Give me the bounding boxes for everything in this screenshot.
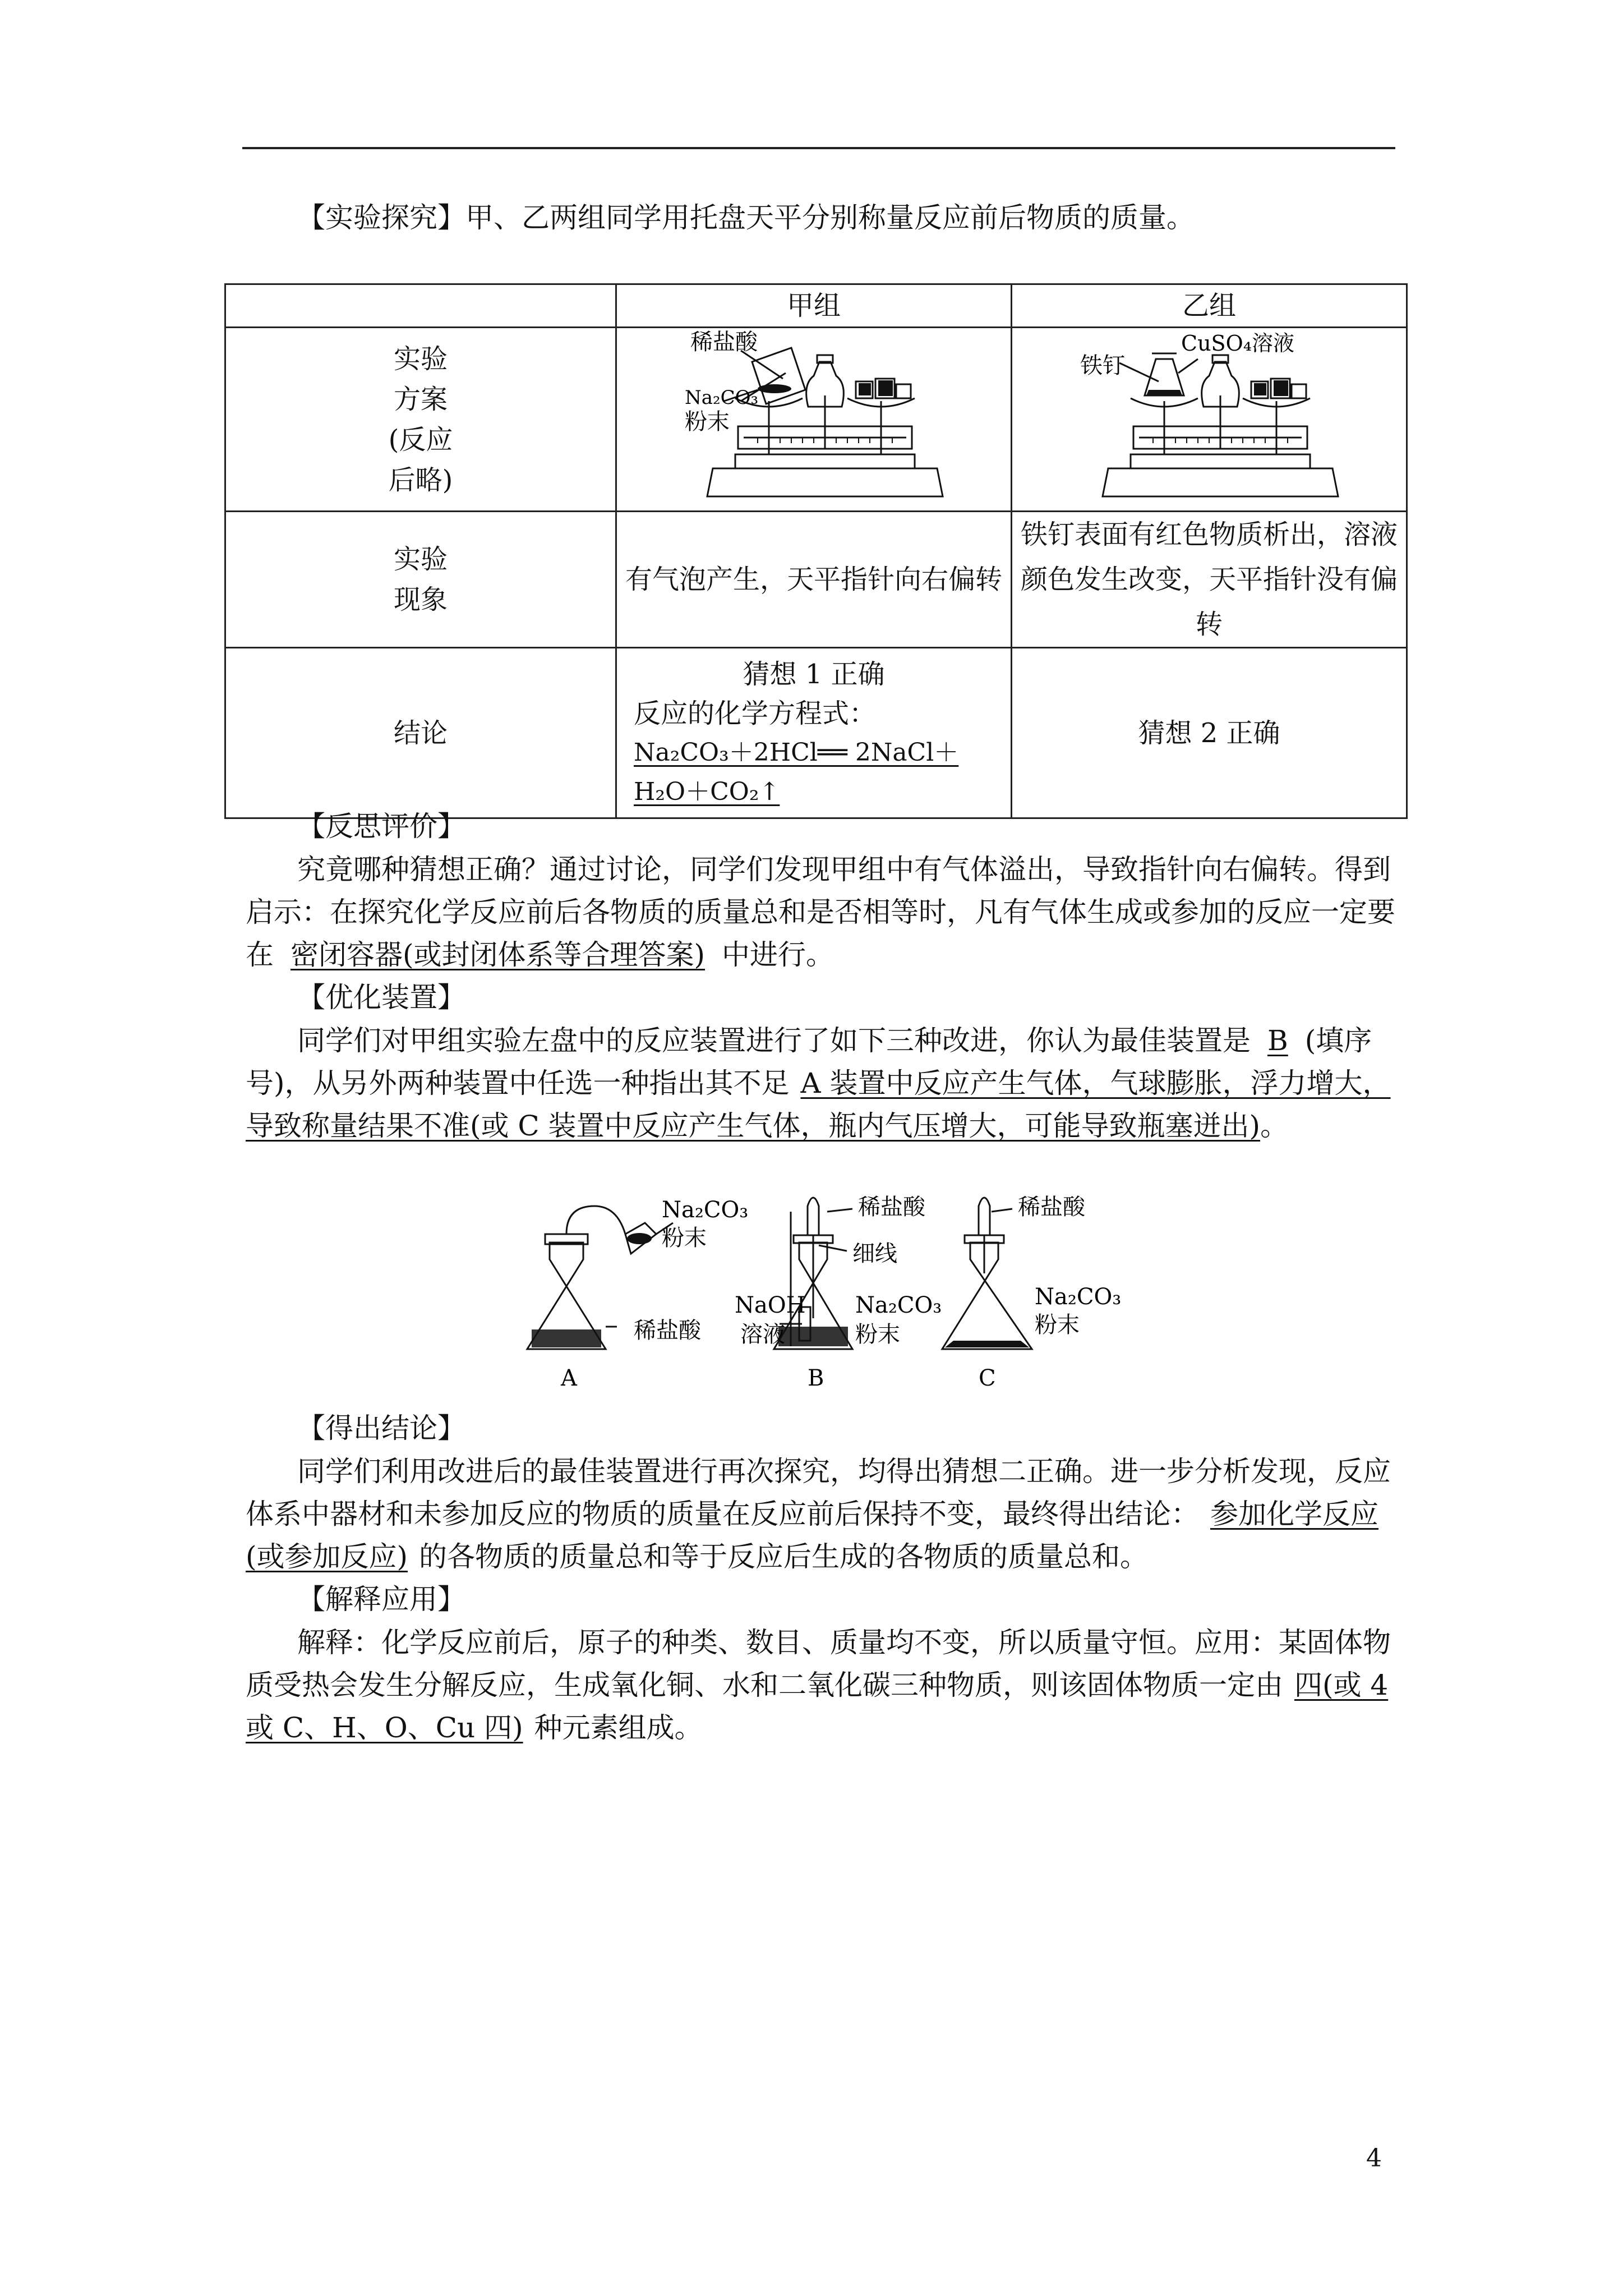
device-a-acid: 稀盐酸 [634,1318,701,1343]
balance-yi-image [1018,328,1400,499]
label-line: 现象 [394,584,448,615]
row-plan-label [225,328,616,512]
header-empty [225,284,616,328]
label-line: 方案 [394,383,448,415]
chemical-equation: Na₂CO₃＋2HCl══ 2NaCl＋H₂O＋CO₂↑ [634,738,959,806]
row-conclusion-label: 结论 [225,648,616,818]
reflect-answer: 密闭容器(或封闭体系等合理答案) [291,938,706,971]
device-c-label: C [979,1365,996,1391]
device-c-powder: Na₂CO₃ [1035,1284,1122,1310]
optimize-text-2: (填序号)，从另外两种装置中任选一种指出其不足 [246,1024,1372,1099]
conclusion-paragraph [246,1450,1395,1578]
jia-acid-label: 稀盐酸 [690,329,758,355]
balance-jia-image [623,328,1004,499]
header-rule [242,147,1395,149]
device-c-acid: 稀盐酸 [1018,1194,1085,1220]
device-diagrams [505,1189,1234,1397]
jia-conclusion-line2 [623,694,1005,733]
yi-phenomenon: 铁钉表面有红色物质析出，溶液颜色发生改变，天平指针没有偏转 [1012,512,1407,648]
conclusion-heading: 【得出结论】 [297,1412,465,1444]
jia-balance-figure [616,328,1012,512]
label-line: 后略) [388,464,453,496]
row-phenomenon-label [225,512,616,648]
optimize-paragraph [246,1019,1395,1147]
header-yi: 乙组 [1012,284,1407,328]
apply-text-end: 种元素组成。 [534,1711,703,1744]
device-b-naoh2: 溶液 [740,1322,785,1347]
device-b-acid: 稀盐酸 [858,1194,925,1220]
reflect-heading: 【反思评价】 [297,810,465,843]
reflect-text-end: 中进行。 [722,938,834,971]
device-c-powder2: 粉末 [1035,1312,1080,1338]
conclusion-answer: 参加化学反应(或参加反应) [246,1498,1378,1573]
apply-heading: 【解释应用】 [297,1583,465,1616]
experiment-table [224,283,1408,819]
apply-answer: 四(或 4 或 C、H、O、Cu 四) [246,1669,1389,1744]
page-number: 4 [1366,2144,1382,2173]
jia-conclusion-line1: 猜想 1 正确 [743,658,885,690]
reflect-text: 究竟哪种猜想正确？通过讨论，同学们发现甲组中有气体溢出，导致指针向右偏转。得到启示：在探究化学反应前后各物质的质量总和是否相等时，凡有气体生成或参加的反应一定要在 [246,853,1395,971]
conclusion-text: 同学们利用改进后的最佳装置进行再次探究，均得出猜想二正确。进一步分析发现，反应体系中器材和未参加反应的物质的质量在反应前后保持不变，最终得出结论： [246,1455,1391,1530]
yi-solution-label: CuSO₄溶液 [1181,331,1294,356]
device-b-string: 细线 [852,1241,897,1267]
device-a-powder2: 粉末 [662,1225,707,1251]
device-a-label: A [561,1365,577,1391]
optimize-answer-flaw: A 装置中反应产生气体，气球膨胀，浮力增大，导致称量结果不准(或 C 装置中反应产生气体，瓶内气压增大，可能导致瓶塞迸出) [246,1067,1391,1142]
equation-prompt: 反应的化学方程式： [634,697,877,729]
device-b-label: B [808,1365,824,1391]
jia-powder-label2: 粉末 [685,409,730,435]
apply-text: 解释：化学反应前后，原子的种类、数目、质量均不变，所以质量守恒。应用：某固体物质受热会发生分解反应，生成氧化铜、水和二氧化碳三种物质，则该固体物质一定由 [246,1626,1391,1701]
device-b-naoh: NaOH [735,1292,806,1318]
optimize-answer-best: B [1267,1024,1288,1057]
label-line: 实验 [394,343,448,375]
conclusion-text-end: 的各物质的质量总和等于反应后生成的各物质的质量总和。 [419,1540,1149,1573]
optimize-text: 同学们对甲组实验左盘中的反应装置进行了如下三种改进，你认为最佳装置是 [297,1024,1251,1057]
yi-conclusion: 猜想 2 正确 [1012,648,1407,818]
jia-phenomenon: 有气泡产生，天平指针向右偏转 [616,512,1012,648]
device-b-powder2: 粉末 [855,1322,900,1347]
device-a-powder: Na₂CO₃ [662,1197,749,1223]
optimize-text-end: 。 [1260,1110,1289,1142]
device-b-powder: Na₂CO₃ [855,1292,942,1318]
yi-balance-figure [1012,328,1407,512]
label-line: 实验 [394,544,448,575]
header-jia: 甲组 [616,284,1012,328]
jia-conclusion [616,648,1012,818]
apply-paragraph [246,1621,1395,1749]
optimize-heading: 【优化装置】 [297,981,465,1014]
jia-powder-label: Na₂CO₃ [685,386,759,409]
label-line: (反应 [388,424,453,455]
intro-text: 【实验探究】甲、乙两组同学用托盘天平分别称量反应前后物质的质量。 [297,201,1195,234]
yi-nail-label: 铁钉 [1080,353,1125,379]
reflect-paragraph [246,848,1395,976]
